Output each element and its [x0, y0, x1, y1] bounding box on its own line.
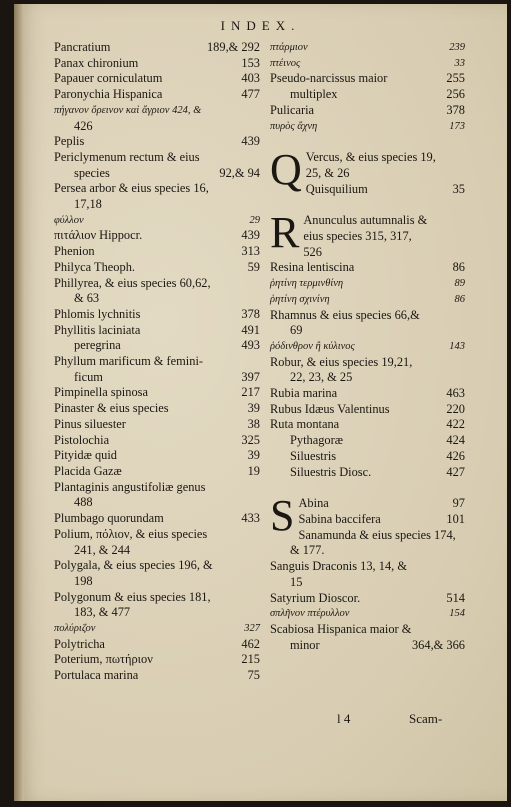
- index-entry: [54, 495, 260, 511]
- index-entry: [270, 449, 465, 465]
- entry-term: πυρὸς ἄχνη: [270, 120, 318, 132]
- entry-term: Pulicaria: [270, 102, 315, 117]
- entry-term: Paronychia Hispanica: [54, 87, 163, 102]
- entry-term: multiplex: [290, 87, 338, 102]
- entry-page-ref: 189,& 292: [206, 40, 260, 54]
- drop-cap: Q: [270, 145, 302, 195]
- entry-page-ref: 154: [449, 608, 465, 620]
- entry-term: minor: [290, 637, 320, 652]
- entry-term: 15: [290, 574, 303, 589]
- index-entry: [270, 575, 465, 591]
- index-entry: [54, 401, 260, 417]
- entry-page-ref: 463: [446, 386, 465, 401]
- entry-term: Sabina baccifera: [298, 511, 381, 526]
- index-entry: [270, 119, 465, 135]
- index-entry: [54, 119, 260, 135]
- entry-term: & 63: [74, 291, 100, 306]
- entry-term: 69: [290, 323, 303, 338]
- entry-term: Pistolochia: [54, 432, 110, 447]
- entry-term: Phlomis lychnitis: [54, 306, 141, 321]
- index-entry: [270, 543, 465, 559]
- entry-term: 526: [303, 244, 322, 259]
- entry-page-ref: 514: [446, 590, 465, 605]
- entry-term: Sanguis Draconis 13, 14, &: [270, 559, 407, 574]
- entry-term: 241, & 244: [74, 542, 131, 557]
- index-entry: [54, 181, 260, 197]
- entry-term: Pancratium: [54, 40, 111, 54]
- entry-term: Plumbago quorundam: [54, 511, 164, 526]
- index-entry: [54, 87, 260, 103]
- entry-page-ref: 427: [446, 464, 465, 479]
- entry-page-ref: 397: [241, 369, 260, 384]
- entry-page-ref: 89: [454, 278, 465, 290]
- entry-page-ref: 239: [449, 42, 465, 53]
- index-entry: [54, 464, 260, 480]
- entry-term: species: [74, 165, 110, 180]
- entry-term: πιτάλιον Hippocr.: [54, 228, 143, 243]
- index-entry: [54, 56, 260, 72]
- entry-term: Poterium, πωτήριον: [54, 652, 153, 667]
- entry-term: Peplis: [54, 134, 85, 149]
- entry-term: Sanamunda & eius species 174,: [298, 527, 456, 542]
- index-entry: [270, 512, 465, 528]
- entry-page-ref: 313: [241, 244, 260, 259]
- entry-page-ref: 462: [241, 636, 260, 651]
- entry-page-ref: 325: [241, 432, 260, 447]
- entry-term: Pythagoræ: [290, 433, 344, 448]
- entry-term: Portulaca marina: [54, 668, 139, 683]
- index-page: [14, 4, 507, 801]
- entry-term: Scabiosa Hispanica maior &: [270, 621, 412, 636]
- entry-page-ref: 39: [247, 401, 260, 416]
- index-entry: [54, 338, 260, 354]
- entry-term: Siluestris: [290, 448, 337, 463]
- index-entry: [270, 260, 465, 276]
- index-entry: [270, 465, 465, 481]
- entry-term: πτάρμιον: [270, 42, 308, 53]
- entry-page-ref: 143: [449, 340, 465, 352]
- index-entry: [270, 182, 465, 198]
- entry-term: Phillyrea, & eius species 60,62,: [54, 275, 211, 290]
- entry-term: ῥόδινθρον ἢ κύλινος: [270, 340, 355, 352]
- entry-term: 198: [74, 573, 93, 588]
- index-entry: [270, 103, 465, 119]
- entry-term: 22, 23, & 25: [290, 370, 353, 385]
- entry-page-ref: 433: [241, 511, 260, 526]
- entry-term: 488: [74, 495, 93, 510]
- entry-page-ref: 255: [446, 71, 465, 86]
- right-column: [270, 40, 465, 653]
- entry-term: Vercus, & eius species 19,: [305, 150, 436, 165]
- index-entry: [54, 228, 260, 244]
- entry-term: Pinaster & eius species: [54, 401, 169, 416]
- index-entry: [54, 574, 260, 590]
- entry-page-ref: 426: [446, 448, 465, 463]
- index-entry: [54, 150, 260, 166]
- entry-page-ref: 424: [446, 433, 465, 448]
- index-entry: [54, 480, 260, 496]
- entry-term: σπλῆνον πτέρυλλον: [270, 608, 350, 620]
- index-entry: [54, 511, 260, 527]
- entry-page-ref: 403: [241, 71, 260, 86]
- entry-page-ref: 92,& 94: [219, 165, 260, 180]
- entry-page-ref: 364,& 366: [411, 637, 465, 652]
- index-entry: [270, 308, 465, 324]
- entry-page-ref: 33: [454, 57, 465, 69]
- entry-page-ref: 378: [446, 102, 465, 117]
- entry-term: Satyrium Dioscor.: [270, 590, 361, 605]
- entry-term: Placida Gazæ: [54, 463, 122, 478]
- entry-page-ref: 491: [241, 322, 260, 337]
- entry-term: Panax chironium: [54, 55, 139, 70]
- entry-page-ref: 153: [241, 55, 260, 70]
- entry-term: Abina: [298, 496, 329, 511]
- entry-term: Anunculus autumnalis &: [303, 213, 428, 228]
- entry-term: Pseudo-narcissus maior: [270, 71, 388, 86]
- entry-page-ref: 86: [452, 260, 465, 275]
- index-entry: [270, 622, 465, 638]
- entry-page-ref: 439: [241, 228, 260, 243]
- index-entry: [270, 559, 465, 575]
- binding-fold: [14, 4, 24, 801]
- entry-term: 183, & 477: [74, 605, 131, 620]
- entry-term: Rhamnus & eius species 66,&: [270, 307, 420, 322]
- index-entry: [54, 605, 260, 621]
- entry-term: φύλλον: [54, 214, 84, 226]
- entry-term: Polium, πόλιον, & eius species: [54, 526, 208, 541]
- index-entry: [270, 402, 465, 418]
- entry-term: Rubia marina: [270, 386, 338, 401]
- entry-term: 426: [74, 118, 93, 133]
- entry-term: Resina lentiscina: [270, 260, 355, 275]
- entry-term: peregrina: [74, 338, 121, 353]
- entry-page-ref: 217: [241, 385, 260, 400]
- entry-page-ref: 493: [241, 338, 260, 353]
- entry-term: Plantaginis angustifoliæ genus: [54, 479, 206, 494]
- entry-page-ref: 173: [449, 120, 465, 132]
- entry-term: Robur, & eius species 19,21,: [270, 354, 413, 369]
- index-entry: [54, 103, 260, 119]
- signature-mark: l 4: [337, 711, 351, 726]
- index-entry: [270, 276, 465, 292]
- entry-page-ref: 29: [249, 214, 260, 226]
- entry-page-ref: 59: [247, 259, 260, 274]
- drop-cap: R: [270, 208, 300, 258]
- entry-page-ref: 101: [446, 511, 465, 526]
- entry-term: Phyllitis laciniata: [54, 322, 141, 337]
- entry-term: πήγανον ὄρεινον καὶ ἄγριον 424, &: [54, 104, 202, 116]
- index-entry: [54, 527, 260, 543]
- index-entry: [54, 134, 260, 150]
- index-entry: [270, 528, 465, 544]
- entry-page-ref: 220: [446, 401, 465, 416]
- index-entry: [54, 276, 260, 292]
- entry-page-ref: 256: [446, 87, 465, 102]
- entry-term: Philyca Theoph.: [54, 259, 135, 274]
- left-column: [54, 40, 260, 684]
- entry-page-ref: 75: [247, 668, 260, 683]
- entry-term: Siluestris Diosc.: [290, 464, 372, 479]
- entry-term: ficum: [74, 369, 103, 384]
- index-entry: [270, 323, 465, 339]
- drop-cap: S: [270, 491, 295, 541]
- index-entry: [54, 71, 260, 87]
- entry-page-ref: 35: [452, 181, 465, 196]
- index-entry: [270, 355, 465, 371]
- index-entry: [270, 386, 465, 402]
- entry-page-ref: 39: [247, 448, 260, 463]
- index-entry: [54, 668, 260, 684]
- entry-page-ref: 19: [247, 463, 260, 478]
- entry-term: ῥητίνη τερμινθίνη: [270, 278, 344, 290]
- entry-term: Periclymenum rectum & eius: [54, 149, 200, 164]
- entry-term: Polytricha: [54, 636, 105, 651]
- index-entry: [54, 652, 260, 668]
- entry-page-ref: 97: [452, 496, 465, 511]
- index-entry: [270, 292, 465, 308]
- index-entry: [54, 621, 260, 637]
- index-entry: [54, 354, 260, 370]
- index-entry: [54, 197, 260, 213]
- index-entry: [54, 244, 260, 260]
- page-header: INDEX.: [220, 18, 301, 33]
- entry-term: Polygonum & eius species 181,: [54, 589, 211, 604]
- entry-page-ref: 215: [241, 652, 260, 667]
- index-entry: [270, 166, 465, 182]
- index-entry: [270, 87, 465, 103]
- index-entry: [270, 606, 465, 622]
- entry-term: & 177.: [290, 543, 325, 558]
- catchword: Scam-: [409, 711, 443, 726]
- index-entry: [54, 291, 260, 307]
- index-entry: [54, 433, 260, 449]
- entry-term: Papauer corniculatum: [54, 71, 163, 86]
- entry-term: eius species 315, 317,: [303, 229, 412, 244]
- entry-term: Pimpinella spinosa: [54, 385, 148, 400]
- index-entry: [270, 40, 465, 56]
- entry-term: Quisquilium: [305, 181, 368, 196]
- entry-page-ref: 422: [446, 417, 465, 432]
- index-entry: [54, 543, 260, 559]
- entry-term: Pinus siluester: [54, 416, 126, 431]
- entry-page-ref: 439: [241, 134, 260, 149]
- entry-page-ref: 378: [241, 306, 260, 321]
- index-entry: [54, 40, 260, 56]
- index-entry: [270, 591, 465, 607]
- entry-term: πολύριζον: [54, 623, 96, 635]
- index-entry: [270, 433, 465, 449]
- entry-page-ref: 327: [244, 623, 260, 635]
- section-gap: [270, 197, 465, 213]
- entry-term: Phenion: [54, 244, 95, 259]
- index-entry: [54, 370, 260, 386]
- index-entry: [270, 339, 465, 355]
- entry-term: Pityidæ quid: [54, 448, 117, 463]
- index-entry: [54, 558, 260, 574]
- entry-term: Persea arbor & eius species 16,: [54, 181, 209, 196]
- index-entry: [54, 260, 260, 276]
- index-entry: [54, 385, 260, 401]
- entry-term: Rubus Idæus Valentinus: [270, 401, 390, 416]
- index-entry: [270, 417, 465, 433]
- entry-page-ref: 86: [454, 293, 465, 305]
- index-entry: [54, 637, 260, 653]
- index-entry: [270, 56, 465, 72]
- entry-term: πτέινος: [270, 57, 301, 69]
- index-entry: [270, 71, 465, 87]
- index-entry: [270, 370, 465, 386]
- index-entry: [54, 448, 260, 464]
- index-entry: [54, 166, 260, 182]
- index-entry: [54, 590, 260, 606]
- index-entry: [54, 323, 260, 339]
- entry-term: Polygala, & eius species 196, &: [54, 558, 213, 573]
- entry-term: ῥητίνη σχινίνη: [270, 293, 330, 305]
- index-entry: [54, 307, 260, 323]
- index-entry: [54, 417, 260, 433]
- entry-term: 25, & 26: [305, 165, 350, 180]
- entry-term: Phyllum marificum & femini-: [54, 354, 204, 369]
- section-gap: [270, 480, 465, 496]
- index-entry: [270, 638, 465, 654]
- entry-term: Ruta montana: [270, 417, 340, 432]
- index-entry: [270, 229, 465, 245]
- entry-page-ref: 477: [241, 87, 260, 102]
- index-entry: [54, 213, 260, 229]
- index-entry: [270, 245, 465, 261]
- entry-page-ref: 38: [247, 416, 260, 431]
- entry-term: 17,18: [74, 197, 102, 212]
